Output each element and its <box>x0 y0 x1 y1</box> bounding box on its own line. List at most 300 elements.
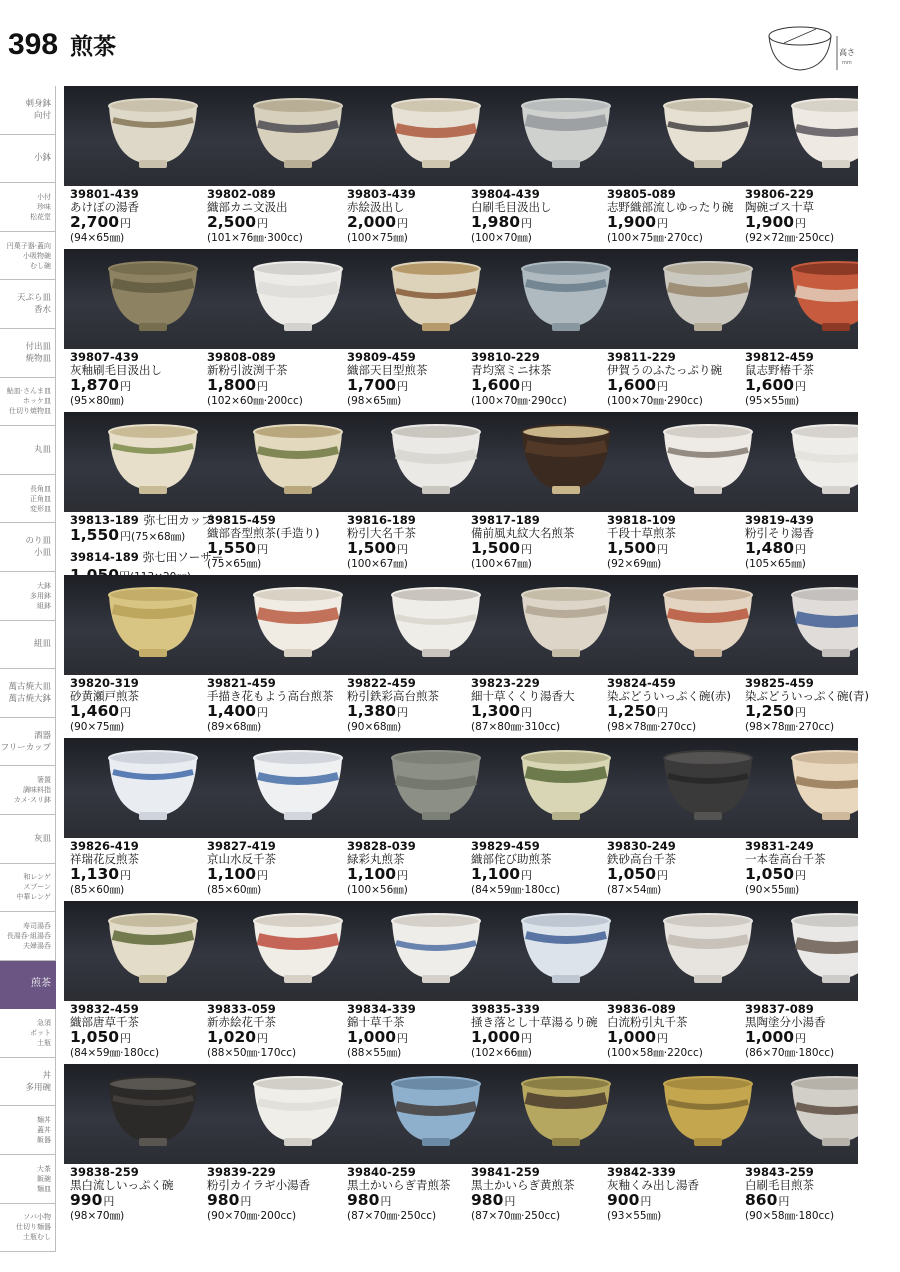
sidebar-item-label: 天ぷら皿 <box>16 293 51 304</box>
price-value: 1,900 <box>607 213 657 231</box>
product-code-text: 39824-459 <box>607 676 676 690</box>
product-item[interactable] <box>745 1166 877 1223</box>
sidebar-item-0[interactable] <box>0 86 56 135</box>
teacup-photo <box>392 751 480 820</box>
product-name: 黒陶塗分小湯香 <box>745 1015 826 1029</box>
product-size: (98×65㎜) <box>347 395 402 407</box>
product-photo-band <box>64 575 858 675</box>
sidebar-item-label: 多用碗 <box>25 1082 51 1093</box>
teacup-photo <box>392 99 480 168</box>
sidebar-item-16[interactable] <box>0 864 56 913</box>
sidebar-item-18[interactable] <box>0 961 56 1010</box>
product-name: 細十草くくり湯香大 <box>471 689 575 703</box>
sidebar-item-11[interactable] <box>0 621 56 670</box>
teacup-photo <box>522 1077 610 1146</box>
teacup-photo <box>792 1077 858 1146</box>
sidebar-item-label: 急須 <box>37 1019 51 1028</box>
sidebar-item-label: カメ·スリ鉢 <box>13 796 51 805</box>
yen-unit: 円 <box>795 380 807 393</box>
product-name: 織部天目型煎茶 <box>347 363 428 377</box>
product-size: (90×68㎜) <box>347 721 402 733</box>
product-size: (88×55㎜) <box>347 1047 402 1059</box>
product-item[interactable] <box>471 1003 603 1060</box>
product-item[interactable] <box>745 677 877 734</box>
sub-product[interactable] <box>70 546 224 565</box>
sidebar-item-22[interactable] <box>0 1155 56 1204</box>
price-value: 980 <box>471 1191 504 1209</box>
yen-unit: 円 <box>657 543 669 556</box>
product-item[interactable] <box>207 1166 339 1223</box>
product-photos <box>64 249 858 349</box>
price-value: 1,100 <box>471 865 521 883</box>
yen-unit: 円 <box>521 543 533 556</box>
product-code-text: 39820-319 <box>70 676 139 690</box>
sidebar-item-label: むし碗 <box>30 261 51 270</box>
teacup-photo <box>254 262 342 331</box>
price-value: 1,000 <box>745 1028 795 1046</box>
product-item[interactable] <box>70 513 224 584</box>
sidebar-item-23[interactable] <box>0 1204 56 1253</box>
yen-unit: 円 <box>257 869 269 882</box>
product-item[interactable] <box>607 840 739 897</box>
sidebar-item-21[interactable] <box>0 1106 56 1155</box>
product-price <box>607 1192 739 1210</box>
product-item[interactable] <box>347 188 479 245</box>
product-item[interactable] <box>745 188 877 245</box>
product-item[interactable] <box>347 1003 479 1060</box>
product-price <box>745 866 877 884</box>
sidebar-item-label: 香水 <box>33 305 51 316</box>
teacup-photo <box>109 1077 197 1146</box>
product-item[interactable] <box>347 677 479 734</box>
product-size: (87×54㎜) <box>607 884 662 896</box>
sidebar-item-label: スプーン <box>23 883 51 892</box>
price-value: 1,550 <box>70 526 120 544</box>
yen-unit: 円 <box>103 1195 115 1208</box>
sidebar-item-label: 飯器 <box>37 1136 51 1145</box>
product-size: (85×60㎜) <box>207 884 262 896</box>
product-item[interactable] <box>607 188 739 245</box>
product-code-text: 39836-089 <box>607 1002 676 1016</box>
product-item[interactable] <box>471 514 603 571</box>
product-item[interactable] <box>207 677 339 734</box>
teacup-photo <box>522 588 610 657</box>
product-code-text: 39810-229 <box>471 350 540 364</box>
sidebar-item-7[interactable] <box>0 426 56 475</box>
product-size: (87×80㎜·310cc) <box>471 721 561 733</box>
sidebar-item-label: 調味料指 <box>23 786 51 795</box>
product-code-text: 39829-459 <box>471 839 540 853</box>
product-code-text: 39806-229 <box>745 187 814 201</box>
teacup-photo <box>254 588 342 657</box>
sub-product-name: 弥七田ソーサー <box>142 550 224 564</box>
product-code-text: 39835-339 <box>471 1002 540 1016</box>
sidebar-item-label: 丼 <box>42 1070 51 1081</box>
product-item[interactable] <box>471 677 603 734</box>
product-price <box>745 214 877 232</box>
teacup-photo <box>109 914 197 983</box>
yen-unit: 円 <box>397 217 409 230</box>
product-item[interactable] <box>347 1166 479 1223</box>
teacup-photo <box>392 262 480 331</box>
product-name: 染ぶどういっぷく碗(赤) <box>607 689 731 703</box>
sidebar-item-label: ホッケ皿 <box>23 397 51 406</box>
sidebar-item-label: フリーカップ <box>0 742 51 753</box>
price-value: 1,460 <box>70 702 120 720</box>
sidebar-item-label: 萬古焼大皿 <box>8 681 51 692</box>
product-photo-band <box>64 738 858 838</box>
sidebar-item-label: 珍味 <box>37 202 51 211</box>
product-price <box>207 703 339 721</box>
product-item[interactable] <box>347 351 479 408</box>
product-name: 錦十草千茶 <box>347 1015 405 1029</box>
price-value: 1,000 <box>471 1028 521 1046</box>
product-price <box>607 540 739 558</box>
product-item[interactable] <box>70 1003 202 1060</box>
sidebar-item-label: 組皿 <box>33 639 51 650</box>
teacup-photo <box>392 425 480 494</box>
product-code-text: 39802-089 <box>207 187 276 201</box>
price-value: 1,600 <box>471 376 521 394</box>
product-size: (95×55㎜) <box>745 395 800 407</box>
price-value: 1,870 <box>70 376 120 394</box>
product-photo-band <box>64 86 858 186</box>
product-item[interactable] <box>207 514 339 571</box>
product-item[interactable] <box>471 351 603 408</box>
product-item[interactable] <box>745 351 877 408</box>
product-name: あけぼの湯香 <box>70 200 139 214</box>
product-price <box>70 214 202 232</box>
product-name: 祥瑞花反煎茶 <box>70 852 139 866</box>
sidebar-item-label: 刺身鉢 <box>25 98 51 109</box>
yen-unit: 円 <box>521 706 533 719</box>
product-photo-band <box>64 249 858 349</box>
product-price <box>207 1192 339 1210</box>
sidebar-item-label: 土瓶むし <box>23 1233 51 1242</box>
product-code-text: 39840-259 <box>347 1165 416 1179</box>
product-item[interactable] <box>207 1003 339 1060</box>
product-size: (84×59㎜·180cc) <box>471 884 561 896</box>
sidebar-item-19[interactable] <box>0 1009 56 1058</box>
price-value: 860 <box>745 1191 778 1209</box>
yen-unit: 円 <box>521 869 533 882</box>
product-item[interactable] <box>745 514 877 571</box>
sidebar-item-6[interactable] <box>0 378 56 427</box>
price-value: 980 <box>207 1191 240 1209</box>
yen-unit: 円 <box>397 543 409 556</box>
product-price <box>745 540 877 558</box>
product-name: 灰釉刷毛目汲出し <box>70 363 162 377</box>
product-size: (100×70㎜·290cc) <box>471 395 567 407</box>
sidebar-item-9[interactable] <box>0 523 56 572</box>
sidebar-item-12[interactable] <box>0 669 56 718</box>
price-value: 1,250 <box>745 702 795 720</box>
sidebar-item-label: 箸置 <box>37 776 51 785</box>
product-item[interactable] <box>347 840 479 897</box>
product-item[interactable] <box>471 188 603 245</box>
price-value: 1,550 <box>207 539 257 557</box>
yen-unit: 円 <box>397 869 409 882</box>
product-price <box>607 377 739 395</box>
yen-unit: 円 <box>257 543 269 556</box>
product-name: 一本巻高台千茶 <box>745 852 826 866</box>
sidebar-item-label: 蓋丼 <box>37 1126 51 1135</box>
product-photos <box>64 575 858 675</box>
teacup-photo <box>254 1077 342 1146</box>
product-name: 粉引大名千茶 <box>347 526 416 540</box>
price-value: 1,800 <box>207 376 257 394</box>
diagram-height-label: 高さ <box>839 48 855 57</box>
product-price <box>471 540 603 558</box>
sidebar-item-17[interactable] <box>0 912 56 961</box>
sidebar-item-label: ポット <box>30 1029 51 1038</box>
category-sidebar <box>0 86 56 1252</box>
product-item[interactable] <box>347 514 479 571</box>
product-item[interactable] <box>607 1166 739 1223</box>
price-value: 980 <box>347 1191 380 1209</box>
product-price <box>471 1029 603 1047</box>
sidebar-item-10[interactable] <box>0 572 56 621</box>
product-item[interactable] <box>70 351 202 408</box>
product-item[interactable] <box>607 1003 739 1060</box>
product-photo-band <box>64 901 858 1001</box>
yen-unit: 円 <box>640 1195 652 1208</box>
product-name: 陶碗ゴス十草 <box>745 200 814 214</box>
sidebar-item-label: 鮎皿·さんま皿 <box>6 387 51 396</box>
yen-unit: 円 <box>120 706 132 719</box>
sidebar-item-15[interactable] <box>0 815 56 864</box>
teacup-photo <box>392 914 480 983</box>
product-code-text: 39815-459 <box>207 513 276 527</box>
diagram-unit-label: mm <box>842 60 852 66</box>
sidebar-item-label: 麺丼 <box>37 1116 51 1125</box>
sidebar-item-label: 小吸物碗 <box>23 251 51 260</box>
product-size: (89×68㎜) <box>207 721 262 733</box>
product-price <box>70 1029 202 1047</box>
product-item[interactable] <box>207 351 339 408</box>
yen-unit: 円 <box>795 543 807 556</box>
teacup-photo <box>109 99 197 168</box>
product-name: 粉引鉄彩高台煎茶 <box>347 689 439 703</box>
yen-unit: 円 <box>257 217 269 230</box>
product-item[interactable] <box>607 514 739 571</box>
product-code-text: 39821-459 <box>207 676 276 690</box>
product-item[interactable] <box>207 188 339 245</box>
product-price <box>607 1029 739 1047</box>
product-item[interactable] <box>745 840 877 897</box>
product-size: (90×55㎜) <box>745 884 800 896</box>
product-item[interactable] <box>471 840 603 897</box>
product-name: 灰釉くみ出し湯香 <box>607 1178 699 1192</box>
product-item[interactable] <box>70 188 202 245</box>
product-item[interactable] <box>745 1003 877 1060</box>
product-size: (90×75㎜) <box>70 721 125 733</box>
product-price <box>471 214 603 232</box>
product-name: 織部沓型煎茶(手造り) <box>207 526 320 540</box>
product-code-text: 39837-089 <box>745 1002 814 1016</box>
yen-unit: 円 <box>120 869 132 882</box>
price-value: 1,980 <box>471 213 521 231</box>
product-price <box>745 703 877 721</box>
sidebar-item-3[interactable] <box>0 232 56 281</box>
price-value: 1,500 <box>607 539 657 557</box>
sidebar-item-5[interactable] <box>0 329 56 378</box>
product-code-text: 39833-059 <box>207 1002 276 1016</box>
product-name: 千段十草煎茶 <box>607 526 676 540</box>
teacup-photo <box>792 588 858 657</box>
product-row <box>64 738 858 900</box>
product-name: 弥七田カップ <box>143 513 213 527</box>
product-code-text: 39843-259 <box>745 1165 814 1179</box>
product-size: (100×58㎜·220cc) <box>607 1047 703 1059</box>
product-code-text: 39834-339 <box>347 1002 416 1016</box>
price-value: 1,130 <box>70 865 120 883</box>
sidebar-item-1[interactable] <box>0 135 56 184</box>
product-name: 鼠志野椿千茶 <box>745 363 814 377</box>
sidebar-item-label: 小鉢 <box>33 153 51 164</box>
product-code-text: 39832-459 <box>70 1002 139 1016</box>
price-value: 1,600 <box>607 376 657 394</box>
product-size: (75×65㎜) <box>207 558 262 570</box>
sidebar-item-label: のり皿 <box>25 536 51 547</box>
teacup-photo <box>522 262 610 331</box>
product-item[interactable] <box>471 1166 603 1223</box>
price-value: 1,100 <box>347 865 397 883</box>
teacup-photo <box>109 425 197 494</box>
product-price <box>70 866 202 884</box>
price-value: 2,700 <box>70 213 120 231</box>
product-size: (100×75㎜) <box>347 232 408 244</box>
product-name: 手描き花もよう高台煎茶 <box>207 689 334 703</box>
yen-unit: 円 <box>795 1032 807 1045</box>
product-size: (94×65㎜) <box>70 232 125 244</box>
product-size: (86×70㎜·180cc) <box>745 1047 835 1059</box>
price-value: 1,400 <box>207 702 257 720</box>
product-code-text: 39822-459 <box>347 676 416 690</box>
product-name: 黒土かいらぎ青煎茶 <box>347 1178 451 1192</box>
product-size: (98×78㎜·270cc) <box>607 721 697 733</box>
sub-product-code: 39814-189 <box>70 550 139 564</box>
sidebar-item-20[interactable] <box>0 1058 56 1107</box>
product-price <box>70 377 202 395</box>
product-name: 黒土かいらぎ黄煎茶 <box>471 1178 575 1192</box>
teacup-photo <box>254 425 342 494</box>
yen-unit: 円 <box>120 217 132 230</box>
price-value: 1,020 <box>207 1028 257 1046</box>
price-value: 1,050 <box>607 865 657 883</box>
price-value: 990 <box>70 1191 103 1209</box>
product-price <box>347 1192 479 1210</box>
product-name: 粉引そり湯香 <box>745 526 814 540</box>
product-photos <box>64 412 858 512</box>
product-item[interactable] <box>607 351 739 408</box>
teacup-photo <box>109 588 197 657</box>
product-size: (102×60㎜·200cc) <box>207 395 303 407</box>
product-item[interactable] <box>70 1166 202 1223</box>
yen-unit: 円 <box>380 1195 392 1208</box>
sidebar-item-13[interactable] <box>0 718 56 767</box>
sidebar-item-label: 長角皿 <box>30 484 51 493</box>
teacup-photo <box>254 751 342 820</box>
teacup-photo <box>254 99 342 168</box>
product-code-text: 39808-089 <box>207 350 276 364</box>
price-value: 1,380 <box>347 702 397 720</box>
product-item[interactable] <box>70 677 202 734</box>
product-item[interactable] <box>70 840 202 897</box>
yen-unit: 円 <box>795 217 807 230</box>
product-price <box>70 1192 202 1210</box>
yen-unit: 円 <box>795 869 807 882</box>
sidebar-item-label: 多用鉢 <box>30 591 51 600</box>
teacup-photo <box>254 914 342 983</box>
product-code-text: 39816-189 <box>347 513 416 527</box>
product-code-text: 39841-259 <box>471 1165 540 1179</box>
product-code-text: 39823-229 <box>471 676 540 690</box>
teacup-photo <box>109 262 197 331</box>
sidebar-item-label: 向付 <box>33 110 51 121</box>
teacup-photo <box>664 588 752 657</box>
product-item[interactable] <box>207 840 339 897</box>
yen-unit: 円 <box>657 706 669 719</box>
product-price <box>70 703 202 721</box>
product-price <box>347 540 479 558</box>
product-price <box>207 1029 339 1047</box>
yen-unit: 円 <box>521 217 533 230</box>
product-name: 黒白流しいっぷく碗 <box>70 1178 174 1192</box>
product-item[interactable] <box>607 677 739 734</box>
teacup-photo <box>522 914 610 983</box>
product-photos <box>64 738 858 838</box>
teacup-photo <box>664 425 752 494</box>
product-code-text: 39818-109 <box>607 513 676 527</box>
product-size: (98×70㎜) <box>70 1210 125 1222</box>
product-code-text: 39826-419 <box>70 839 139 853</box>
sidebar-item-label: 麺皿 <box>37 1184 51 1193</box>
product-name: 緑彩丸煎茶 <box>347 852 405 866</box>
price-value: 900 <box>607 1191 640 1209</box>
yen-unit: 円 <box>120 1032 132 1045</box>
product-name: 織部カニ文汲出 <box>207 200 288 214</box>
sidebar-item-4[interactable] <box>0 280 56 329</box>
sidebar-item-label: 土瓶 <box>37 1039 51 1048</box>
price-value: 1,500 <box>347 539 397 557</box>
product-row <box>64 901 858 1063</box>
product-name: 新赤絵花千茶 <box>207 1015 276 1029</box>
yen-unit: 円 <box>657 869 669 882</box>
product-price <box>607 866 739 884</box>
sidebar-item-label: 丸皿 <box>33 444 51 455</box>
sidebar-item-14[interactable] <box>0 766 56 815</box>
sidebar-item-8[interactable] <box>0 475 56 524</box>
product-size: (90×58㎜·180cc) <box>745 1210 835 1222</box>
sidebar-item-label: 円菓子器·蓋向 <box>6 241 51 250</box>
yen-unit: 円 <box>778 1195 790 1208</box>
yen-unit: 円 <box>795 706 807 719</box>
product-name: 織部唐草千茶 <box>70 1015 139 1029</box>
product-price <box>207 540 339 558</box>
product-name: 青均窯ミニ抹茶 <box>471 363 552 377</box>
yen-unit: 円 <box>120 380 132 393</box>
sidebar-item-label: 酒器 <box>33 730 51 741</box>
product-name: 白流粉引丸千茶 <box>607 1015 688 1029</box>
sidebar-item-label: 和レンゲ <box>23 873 51 882</box>
sidebar-item-2[interactable] <box>0 183 56 232</box>
product-size: (93×55㎜) <box>607 1210 662 1222</box>
yen-unit: 円 <box>257 706 269 719</box>
product-price <box>607 703 739 721</box>
product-code-text: 39817-189 <box>471 513 540 527</box>
product-name: 白刷毛目煎茶 <box>745 1178 814 1192</box>
